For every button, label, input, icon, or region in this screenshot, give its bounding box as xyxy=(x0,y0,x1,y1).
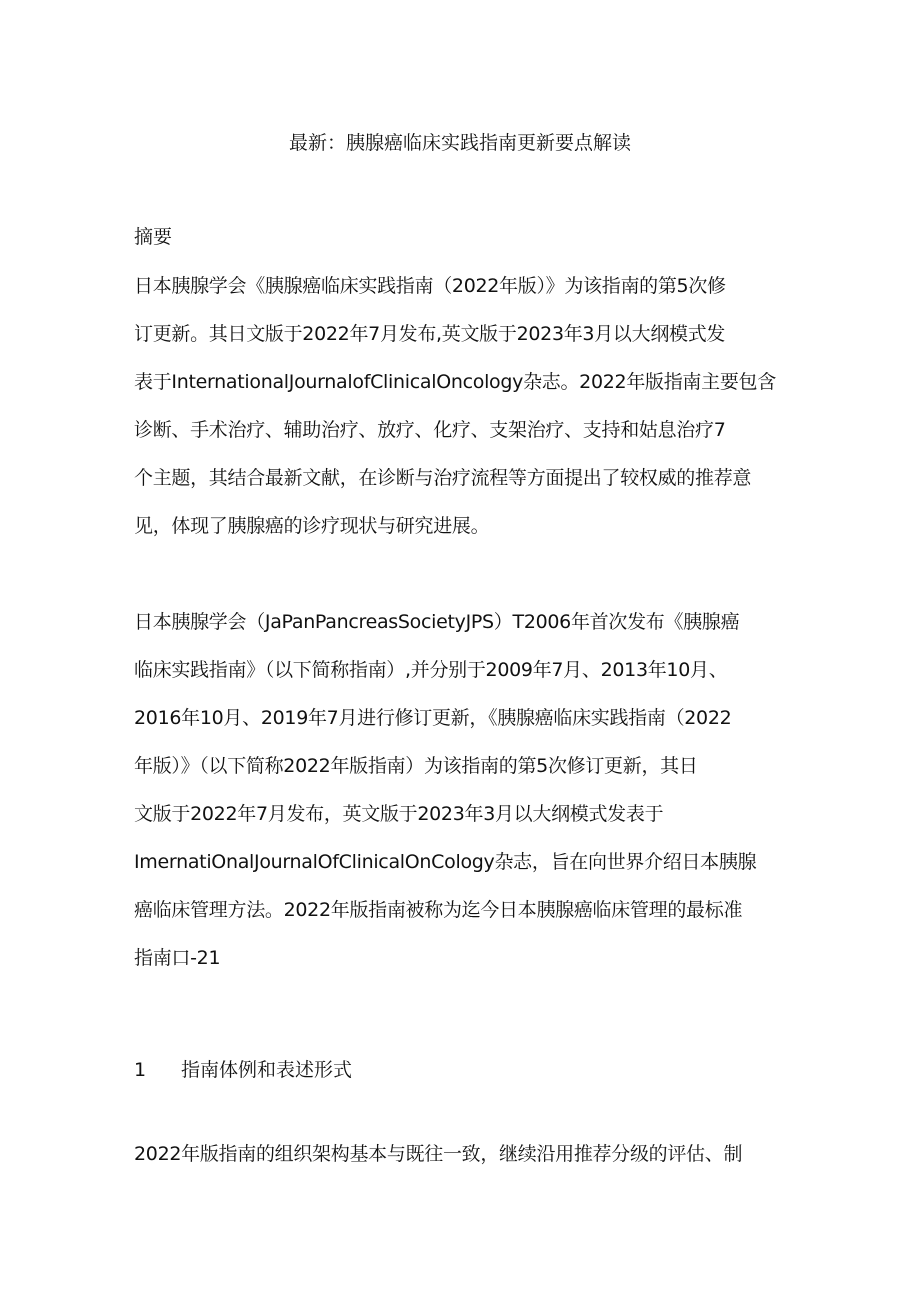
intro-line: 癌临床管理方法。2022年版指南被称为迄今日本胰腺癌临床管理的最标准 xyxy=(134,899,743,921)
intro-line: 指南口-21 xyxy=(134,947,221,969)
intro-line: 年版）》（以下简称2022年版指南）为该指南的第5次修订更新，其日 xyxy=(134,755,698,777)
abstract-line: 订更新。其日文版于2022年7月发布,英文版于2023年3月以大纲模式发 xyxy=(134,323,726,345)
section1-paragraph xyxy=(134,1130,794,1178)
abstract-label: 摘要 xyxy=(134,226,173,248)
intro-line: 临床实践指南》（以下简称指南）,并分别于2009年7月、2013年10月、 xyxy=(134,659,728,681)
abstract-line: 表于InternationalJournalofClinicalOncology杂志。2022年版指南主要包含 xyxy=(134,371,776,393)
abstract-line: 见，体现了胰腺癌的诊疗现状与研究进展。 xyxy=(134,515,490,537)
intro-line: 文版于2022年7月发布，英文版于2023年3月以大纲模式发表于 xyxy=(134,803,664,825)
intro-line: 2016年10月、2019年7月进行修订更新，《胰腺癌临床实践指南（2022 xyxy=(134,707,732,729)
section-title: 指南体例和表述形式 xyxy=(181,1059,353,1081)
intro-line: ImernatiOnalJournalOfClinicalOnCology杂志，旨在向世界介绍日本胰腺 xyxy=(134,851,757,873)
abstract-line: 诊断、手术治疗、辅助治疗、放疗、化疗、支架治疗、支持和姑息治疗7 xyxy=(134,419,726,441)
section1-line: 2022年版指南的组织架构基本与既往一致，继续沿用推荐分级的评估、制 xyxy=(134,1143,743,1165)
abstract-paragraph xyxy=(134,262,794,550)
intro-line: 日本胰腺学会（JaPanPancreasSocietyJPS）T2006年首次发布《胰腺癌 xyxy=(134,611,740,633)
abstract-line: 个主题，其结合最新文献，在诊断与治疗流程等方面提出了较权威的推荐意 xyxy=(134,467,752,489)
intro-paragraph xyxy=(134,598,794,982)
section-number: 1 xyxy=(134,1059,147,1081)
section-heading xyxy=(134,1053,352,1087)
abstract-line: 日本胰腺学会《胰腺癌临床实践指南（2022年版）》为该指南的第5次修 xyxy=(134,275,726,297)
page-title: 最新：胰腺癌临床实践指南更新要点解读 xyxy=(288,132,631,154)
